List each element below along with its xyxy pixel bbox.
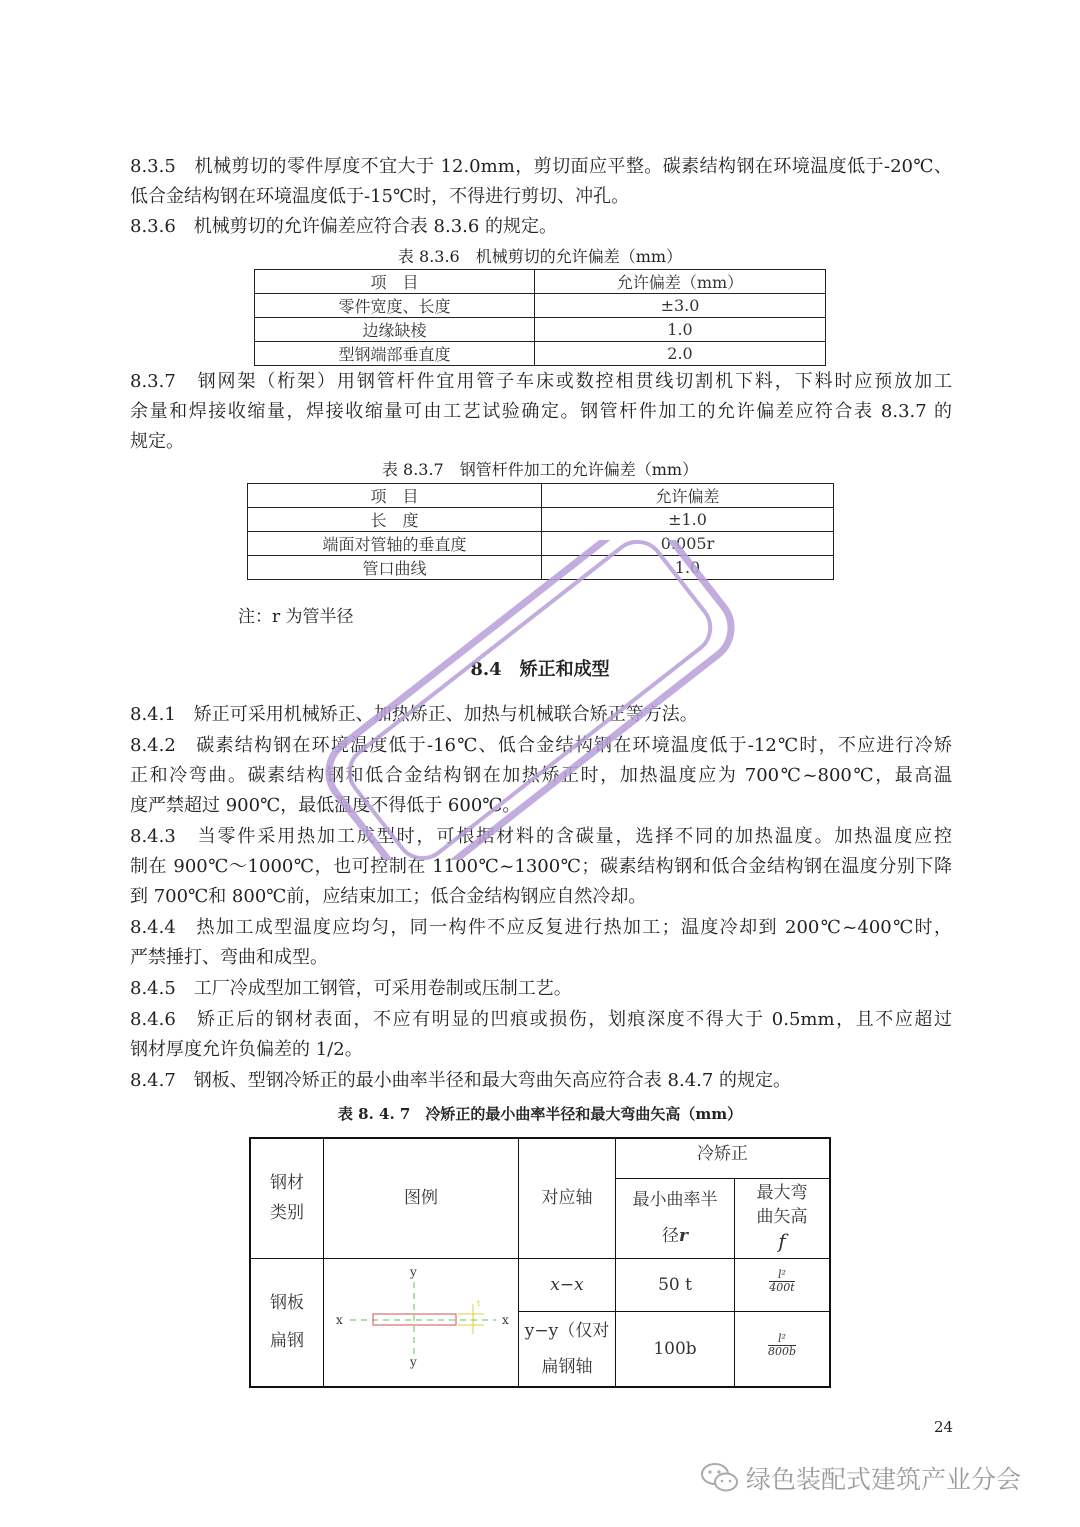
text: 最大弯 bbox=[756, 1183, 808, 1203]
table-note: 注：r 为管半径 bbox=[238, 607, 354, 627]
table-header: 项 目 bbox=[255, 270, 535, 294]
text: y−y（仅对 bbox=[524, 1320, 610, 1341]
header-height bbox=[735, 1178, 831, 1258]
x-label-right: x bbox=[502, 1313, 509, 1328]
paragraph-line: 8.3.6 机械剪切的允许偏差应符合表 8.3.6 的规定。 bbox=[130, 216, 558, 237]
paragraph-line: 8.4.3 当零件采用热加工成型时，可根据材料的含碳量，选择不同的加热温度。加热温度应控 bbox=[130, 826, 952, 847]
table-cell: 零件宽度、长度 bbox=[255, 294, 535, 318]
paragraph bbox=[130, 1005, 952, 1065]
section-heading: 8.4 矫正和成型 bbox=[470, 659, 610, 680]
header-cold: 冷矫正 bbox=[616, 1138, 831, 1178]
table-cell: 1.0 bbox=[535, 318, 826, 342]
paragraph-line: 8.4.7 钢板、型钢冷矫正的最小曲率半径和最大弯曲矢高应符合表 8.4.7 的规定。 bbox=[130, 1070, 792, 1091]
paragraph bbox=[130, 974, 952, 1004]
cell-height bbox=[735, 1311, 831, 1387]
footer-logo-text: 绿色装配式建筑产业分会 bbox=[746, 1465, 1022, 1494]
header-axis: 对应轴 bbox=[519, 1138, 616, 1258]
table-row bbox=[255, 342, 826, 366]
paragraph bbox=[130, 1066, 952, 1096]
table-header: 项 目 bbox=[248, 484, 542, 508]
numerator: l² bbox=[768, 1333, 796, 1346]
header-type bbox=[250, 1138, 324, 1258]
table-row bbox=[248, 556, 834, 580]
cell-axis bbox=[519, 1311, 616, 1387]
table-cell: 端面对管轴的垂直度 bbox=[248, 532, 542, 556]
cell-radius: 50 t bbox=[616, 1258, 735, 1311]
t-label: t bbox=[477, 1299, 481, 1309]
text: 扁钢 bbox=[270, 1331, 304, 1352]
paragraph bbox=[130, 212, 952, 242]
text: 类别 bbox=[270, 1203, 304, 1224]
paragraph-line: 8.4.5 工厂冷成型加工钢管，可采用卷制或压制工艺。 bbox=[130, 978, 572, 999]
table-header: 允许偏差（mm） bbox=[535, 270, 826, 294]
paragraph bbox=[130, 822, 952, 912]
table-847 bbox=[249, 1137, 831, 1388]
text: 钢板 bbox=[270, 1293, 304, 1314]
y-label-bottom: y bbox=[410, 1355, 417, 1370]
paragraph-line: 严禁捶打、弯曲和成型。 bbox=[130, 947, 328, 968]
cell-figure bbox=[324, 1258, 519, 1387]
x-label-left: x bbox=[336, 1313, 343, 1328]
height-symbol: f bbox=[778, 1229, 786, 1253]
radius-symbol: r bbox=[679, 1226, 688, 1246]
paragraph-line: 正和冷弯曲。碳素结构钢和低合金结构钢在加热矫正时，加热温度应为 700℃~800℃，最高温 bbox=[130, 765, 952, 786]
numerator: l² bbox=[769, 1269, 794, 1282]
table-cell: 2.0 bbox=[535, 342, 826, 366]
text: 最小曲率半 bbox=[632, 1190, 718, 1210]
denominator: 800b bbox=[767, 1344, 797, 1358]
table-836 bbox=[254, 269, 826, 366]
paragraph-line: 8.4.4 热加工成型温度应均匀，同一构件不应反复进行热加工；温度冷却到 200℃~400℃时， bbox=[130, 917, 952, 938]
paragraph-line: 8.3.7 钢网架（桁架）用钢管杆件宜用管子车床或数控相贯线切割机下料，下料时应预放加工 bbox=[130, 371, 952, 392]
paragraph-line: 8.3.5 机械剪切的零件厚度不宜大于 12.0mm，剪切面应平整。碳素结构钢在环境温度低于-20℃、 bbox=[130, 156, 952, 177]
table-cell: 管口曲线 bbox=[248, 556, 542, 580]
table-row bbox=[250, 1258, 830, 1311]
header-figure: 图例 bbox=[324, 1138, 519, 1258]
table-cell: ±3.0 bbox=[535, 294, 826, 318]
table-cell: ±1.0 bbox=[542, 508, 834, 532]
table-header: 允许偏差 bbox=[542, 484, 834, 508]
paragraph-line: 8.4.6 矫正后的钢材表面，不应有明显的凹痕或损伤，划痕深度不得大于 0.5mm，且不应超过 bbox=[130, 1009, 952, 1030]
paragraph bbox=[130, 152, 952, 212]
paragraph bbox=[130, 731, 952, 821]
paragraph-line: 余量和焊接收缩量，焊接收缩量可由工艺试验确定。钢管杆件加工的允许偏差应符合表 8.3.7 的 bbox=[130, 401, 952, 422]
cell-type bbox=[250, 1258, 324, 1387]
paragraphs-84 bbox=[130, 700, 952, 1096]
table-cell: 长 度 bbox=[248, 508, 542, 532]
table-cell: 0.005r bbox=[542, 532, 834, 556]
paragraphs-835-836 bbox=[130, 152, 952, 242]
denominator: 400t bbox=[769, 1280, 795, 1294]
text: 扁钢轴 bbox=[541, 1356, 593, 1377]
paragraph-line: 钢材厚度允许负偏差的 1/2。 bbox=[130, 1039, 363, 1060]
text: 钢材 bbox=[270, 1173, 304, 1194]
paragraph-line: 规定。 bbox=[130, 431, 184, 452]
paragraph-line: 低合金结构钢在环境温度低于-15℃时，不得进行剪切、冲孔。 bbox=[130, 186, 630, 207]
cell-axis: x−x bbox=[519, 1258, 616, 1311]
table-cell: 1.0 bbox=[542, 556, 834, 580]
table-847-caption: 表 8. 4. 7 冷矫正的最小曲率半径和最大弯曲矢高（mm） bbox=[337, 1105, 743, 1123]
text: 径 bbox=[662, 1226, 680, 1246]
table-cell: 型钢端部垂直度 bbox=[255, 342, 535, 366]
y-label-top: y bbox=[410, 1265, 417, 1280]
wechat-icon bbox=[700, 1461, 740, 1495]
cell-height bbox=[735, 1258, 831, 1311]
paragraph bbox=[130, 700, 952, 730]
table-837 bbox=[247, 483, 834, 580]
paragraph-line: 度严禁超过 900℃，最低温度不得低于 600℃。 bbox=[130, 795, 521, 816]
paragraph-line: 到 700℃和 800℃前，应结束加工；低合金结构钢应自然冷却。 bbox=[130, 886, 647, 907]
flat-steel-section-figure bbox=[326, 1262, 516, 1372]
table-row bbox=[255, 294, 826, 318]
table-cell: 边缘缺棱 bbox=[255, 318, 535, 342]
paragraph bbox=[130, 913, 952, 973]
page-number: 24 bbox=[934, 1418, 954, 1436]
footer-logo bbox=[700, 1460, 1021, 1496]
paragraph-line: 8.4.1 矫正可采用机械矫正、加热矫正、加热与机械联合矫正等方法。 bbox=[130, 704, 698, 725]
table-row bbox=[255, 318, 826, 342]
header-radius bbox=[616, 1178, 735, 1258]
paragraph bbox=[130, 367, 952, 457]
table-row bbox=[248, 532, 834, 556]
paragraph-line: 8.4.2 碳素结构钢在环境温度低于-16℃、低合金结构钢在环境温度低于-12℃时，不应进行冷矫 bbox=[130, 735, 952, 756]
table-row bbox=[248, 508, 834, 532]
paragraph-line: 制在 900℃～1000℃，也可控制在 1100℃~1300℃；碳素结构钢和低合金结构钢在温度分别下降 bbox=[130, 856, 952, 877]
table-837-caption: 表 8.3.7 钢管杆件加工的允许偏差（mm） bbox=[381, 460, 699, 479]
text: 曲矢高 bbox=[756, 1207, 808, 1227]
cell-radius: 100b bbox=[616, 1311, 735, 1387]
table-836-caption: 表 8.3.6 机械剪切的允许偏差（mm） bbox=[397, 247, 683, 266]
paragraph-837 bbox=[130, 367, 952, 457]
